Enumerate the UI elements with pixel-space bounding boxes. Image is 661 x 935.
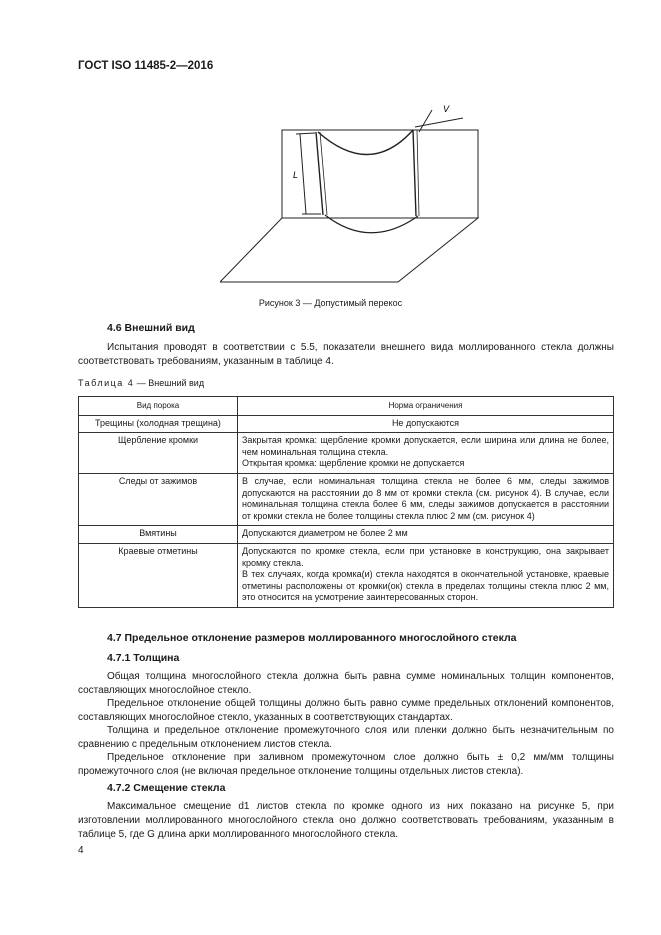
- dimension-V-ext: [419, 110, 432, 132]
- table-row: [79, 543, 614, 607]
- table-cell-defect: Трещины (холодная трещина): [79, 415, 238, 433]
- glass-left-edge-2: [320, 132, 327, 215]
- table-row: [79, 433, 614, 474]
- norm-line: Не допускаются: [391, 417, 460, 428]
- section-4-7-1-paragraph: Общая толщина многослойного стекла должна быть равна сумме номинальных толщин компонентов, составляющих многослойное стекло.: [78, 671, 614, 696]
- table-row: [79, 473, 614, 525]
- dimension-L-tick-top: [296, 133, 315, 134]
- table-cell-norm: [238, 433, 614, 474]
- glass-right-edge: [413, 130, 416, 216]
- table-4-caption-rest: — Внешний вид: [134, 378, 205, 388]
- dimension-L-line: [300, 134, 306, 214]
- base-plane: [220, 218, 478, 282]
- table-cell-defect: Краевые отметины: [79, 543, 238, 607]
- glass-top-curve: [318, 130, 413, 155]
- table-cell-norm: [238, 415, 614, 433]
- table-header-defect: Вид порока: [79, 397, 238, 416]
- glass-right-edge-2: [417, 130, 419, 216]
- page-number: 4: [78, 845, 84, 856]
- table-4-caption-prefix: Таблица 4: [78, 378, 135, 388]
- norm-line: Закрытая кромка: щербление кромки допускается, если ширина или длина не более, чем номинальная толщина стекла.: [242, 435, 609, 457]
- table-4-caption: [78, 378, 204, 388]
- section-4-7-2-heading: 4.7.2 Смещение стекла: [107, 782, 226, 794]
- section-4-7-2-paragraph: Максимальное смещение d1 листов стекла по кромке одного из них показано на рисунке 5, при изготовлении моллированного многослойного стекла оно должно соответствовать требованиям, указанным в таблице 5, где G длина арки моллированного многослойного стекла.: [78, 801, 614, 840]
- table-cell-defect: Следы от зажимов: [79, 473, 238, 525]
- table-header-norm: Норма ограничения: [238, 397, 614, 416]
- table-cell-norm: [238, 526, 614, 544]
- section-4-6-paragraph: Испытания проводят в соответствии с 5.5, показатели внешнего вида моллированного стекла должны соответствовать требованиям, указанным в таблице 4.: [78, 342, 614, 367]
- table-cell-defect: Щербление кромки: [79, 433, 238, 474]
- section-4-7-1-paragraph: Толщина и предельное отклонение промежуточного слоя или пленки должно быть незначительным по сравнению с предельным отклонением листов стекла.: [78, 725, 614, 750]
- label-L: L: [293, 170, 299, 180]
- table-cell-defect: Вмятины: [79, 526, 238, 544]
- figure-caption: Рисунок 3 — Допустимый перекос: [258, 298, 403, 308]
- norm-line: Допускаются диаметром не более 2 мм: [242, 528, 408, 539]
- norm-line: В тех случаях, когда кромка(и) стекла находятся в окончательной установке, краевые отметины расположены от кромки(ок) стекла в пределах толщины стекла плюс 2 мм, это относится на усмотрение заинтересованных сторон.: [242, 569, 609, 603]
- section-4-7-1-paragraph: Предельное отклонение общей толщины должно быть равно сумме предельных отклонений компонентов, составляющих многослойное стекло, указанных в соответствующих стандартах.: [78, 698, 614, 723]
- section-4-7-heading: 4.7 Предельное отклонение размеров моллированного многослойного стекла: [107, 632, 517, 644]
- table-4: [78, 396, 614, 608]
- section-4-7-1-heading: 4.7.1 Толщина: [107, 652, 180, 664]
- vertical-plane: [282, 130, 478, 218]
- norm-line: Допускаются по кромке стекла, если при установке в конструкцию, она закрывает кромку стекла.: [242, 545, 609, 568]
- table-row: [79, 415, 614, 433]
- table-header-row: [79, 397, 614, 416]
- section-4-7-1-paragraph: Предельное отклонение при заливном промежуточном слое должно быть ± 0,2 мм/мм толщины промежуточного слоя (не включая предельное отклонение толщины отдельных листов стекла).: [78, 752, 614, 777]
- document-header: ГОСТ ISO 11485-2—2016: [78, 60, 214, 72]
- label-V: V: [443, 104, 450, 114]
- norm-line: В случае, если номинальная толщина стекла не более 6 мм, следы зажимов допускаются на расстоянии до 8 мм от кромки стекла (см. рисунок 4). В случае, если номинальная толщина стекла более 6 мм, следы зажимов допускается в расстоянии от кромки стекла не более толщины стекла плюс 2 мм (см. рисунок 4): [242, 475, 609, 521]
- glass-left-edge: [316, 132, 323, 215]
- figure-3-diagram: [220, 100, 490, 295]
- table-cell-norm: [238, 473, 614, 525]
- norm-line: Открытая кромка: щербление кромки не допускается: [242, 458, 465, 469]
- table-row: [79, 526, 614, 544]
- table-cell-norm: [238, 543, 614, 607]
- section-4-6-heading: 4.6 Внешний вид: [107, 322, 195, 334]
